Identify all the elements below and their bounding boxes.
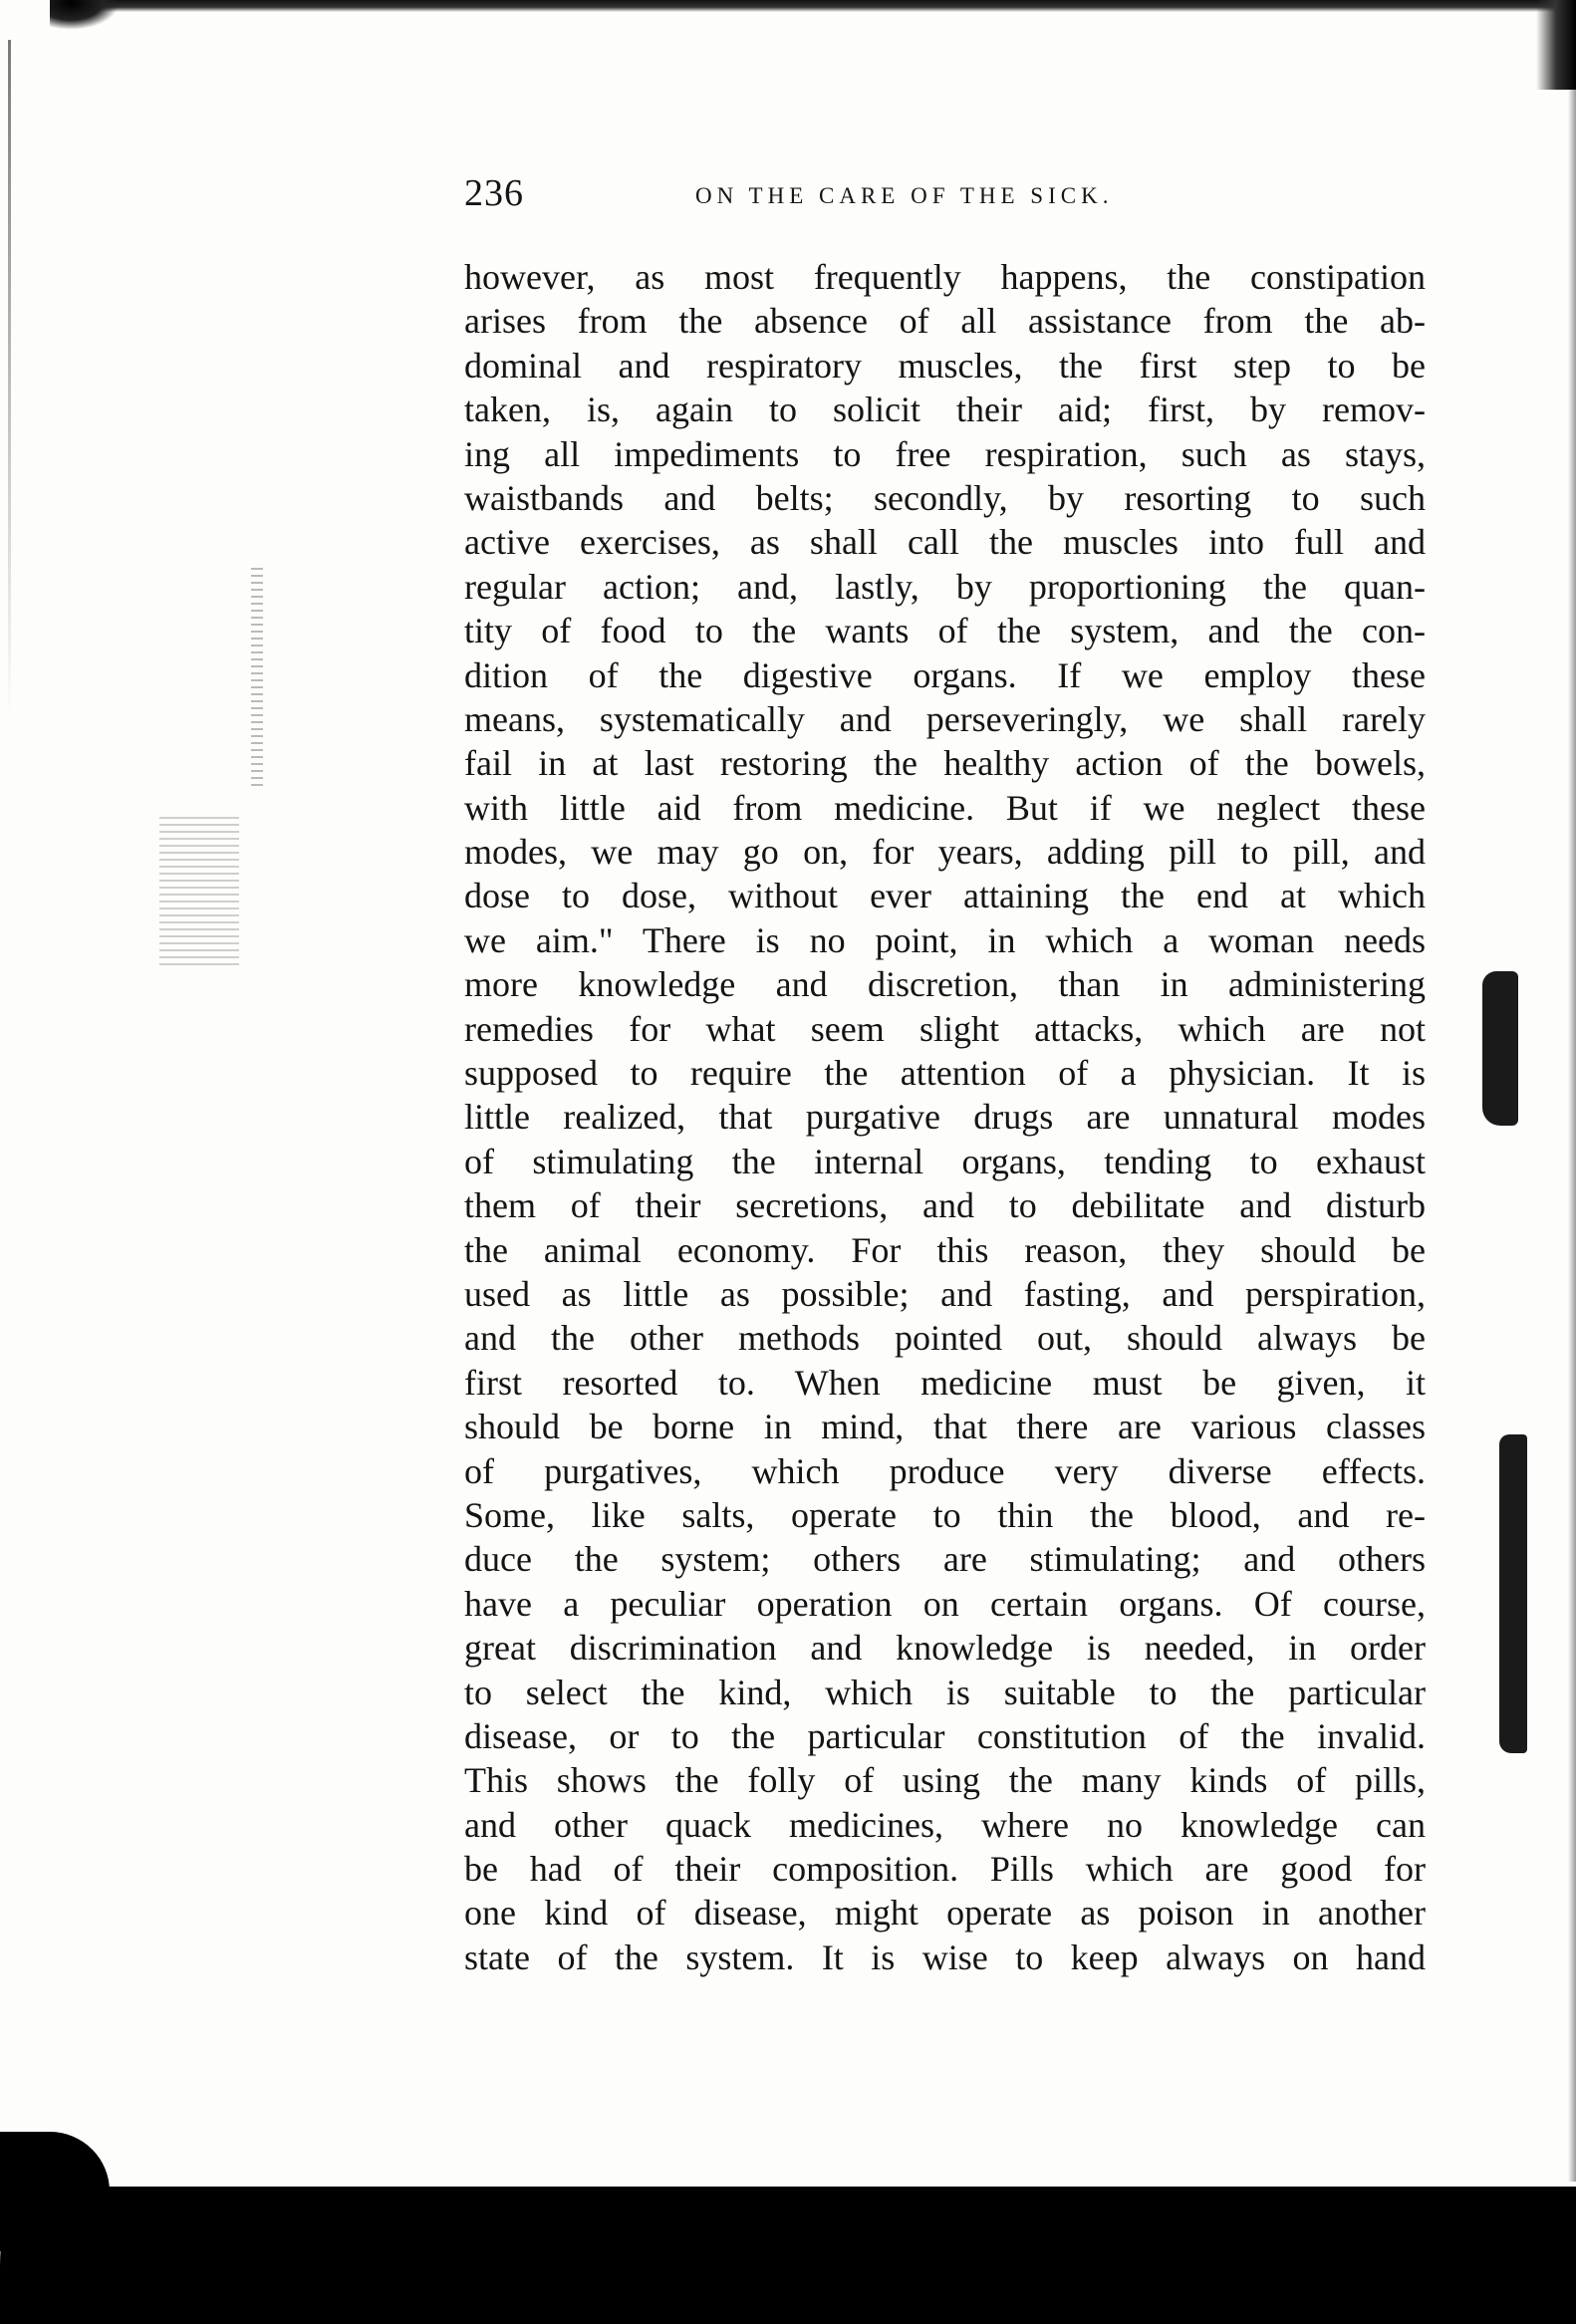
text-line: be had of their composition. Pills which are good for xyxy=(464,1849,1426,1890)
text-line: means, systematically and perseveringly, we shall rarely xyxy=(464,698,1426,739)
text-line: to select the kind, which is suitable to the particular xyxy=(464,1672,1426,1712)
text-line: of stimulating the internal organs, tending to exhaust xyxy=(464,1141,1426,1181)
text-line: and other quack medicines, where no knowledge can xyxy=(464,1804,1426,1845)
text-line: active exercises, as shall call the muscles into full and xyxy=(464,522,1426,563)
scan-left-shadow xyxy=(8,40,11,717)
text-line: with little aid from medicine. But if we neglect these xyxy=(464,787,1426,828)
text-line: ing all impediments to free respiration, such as stays, xyxy=(464,433,1426,474)
ink-bleed-through xyxy=(159,817,239,966)
text-line: state of the system. It is wise to keep always on hand xyxy=(464,1937,1426,1977)
text-line: waistbands and belts; secondly, by resorting to such xyxy=(464,477,1426,518)
text-line: one kind of disease, might operate as poison in another xyxy=(464,1893,1426,1934)
scan-bottom-border xyxy=(0,2187,1576,2324)
scan-right-shadow xyxy=(1568,90,1576,2182)
scan-top-left-corner xyxy=(50,0,120,30)
text-line: modes, we may go on, for years, adding pill to pill, and xyxy=(464,832,1426,873)
text-line: of purgatives, which produce very diverse effects. xyxy=(464,1450,1426,1491)
text-line: great discrimination and knowledge is needed, in order xyxy=(464,1628,1426,1669)
page-number: 236 xyxy=(464,172,524,214)
scan-top-border xyxy=(60,0,1576,12)
text-line: should be borne in mind, that there are various classes xyxy=(464,1407,1426,1447)
text-line: them of their secretions, and to debilitate and disturb xyxy=(464,1185,1426,1226)
text-line: tity of food to the wants of the system, and the con- xyxy=(464,611,1426,651)
text-line: dominal and respiratory muscles, the first step to be xyxy=(464,345,1426,386)
text-line: Some, like salts, operate to thin the blood, and re- xyxy=(464,1494,1426,1535)
text-line: regular action; and, lastly, by proportioning the quan- xyxy=(464,566,1426,607)
scan-top-right-corner xyxy=(1536,0,1576,90)
text-line: little realized, that purgative drugs are unnatural modes xyxy=(464,1097,1426,1138)
text-line: fail in at last restoring the healthy action of the bowels, xyxy=(464,743,1426,784)
text-line: used as little as possible; and fasting, and perspiration, xyxy=(464,1273,1426,1314)
text-line: have a peculiar operation on certain organs. Of course, xyxy=(464,1583,1426,1624)
margin-ink-mark xyxy=(1482,971,1518,1126)
text-line: dition of the digestive organs. If we employ these xyxy=(464,654,1426,695)
text-line: dose to dose, without ever attaining the end at which xyxy=(464,876,1426,916)
text-line: arises from the absence of all assistance from the ab- xyxy=(464,301,1426,342)
text-line: more knowledge and discretion, than in administering xyxy=(464,964,1426,1005)
text-line: disease, or to the particular constitution of the invalid. xyxy=(464,1715,1426,1756)
text-line: we aim." There is no point, in which a woman needs xyxy=(464,919,1426,960)
text-line: duce the system; others are stimulating; and others xyxy=(464,1539,1426,1580)
text-line: remedies for what seem slight attacks, which are not xyxy=(464,1008,1426,1049)
text-line: This shows the folly of using the many kinds of pills, xyxy=(464,1760,1426,1801)
body-text xyxy=(464,255,1426,1979)
running-title: ON THE CARE OF THE SICK. xyxy=(695,183,1114,208)
text-line: taken, is, again to solicit their aid; first, by remov- xyxy=(464,389,1426,430)
ink-bleed-through xyxy=(251,568,263,787)
running-head xyxy=(464,171,1431,231)
text-line: first resorted to. When medicine must be given, it xyxy=(464,1362,1426,1403)
margin-ink-mark xyxy=(1499,1434,1527,1753)
text-line: and the other methods pointed out, should always be xyxy=(464,1318,1426,1359)
text-line: however, as most frequently happens, the constipation xyxy=(464,257,1426,297)
text-line: supposed to require the attention of a physician. It is xyxy=(464,1053,1426,1094)
text-line: the animal economy. For this reason, they should be xyxy=(464,1229,1426,1270)
